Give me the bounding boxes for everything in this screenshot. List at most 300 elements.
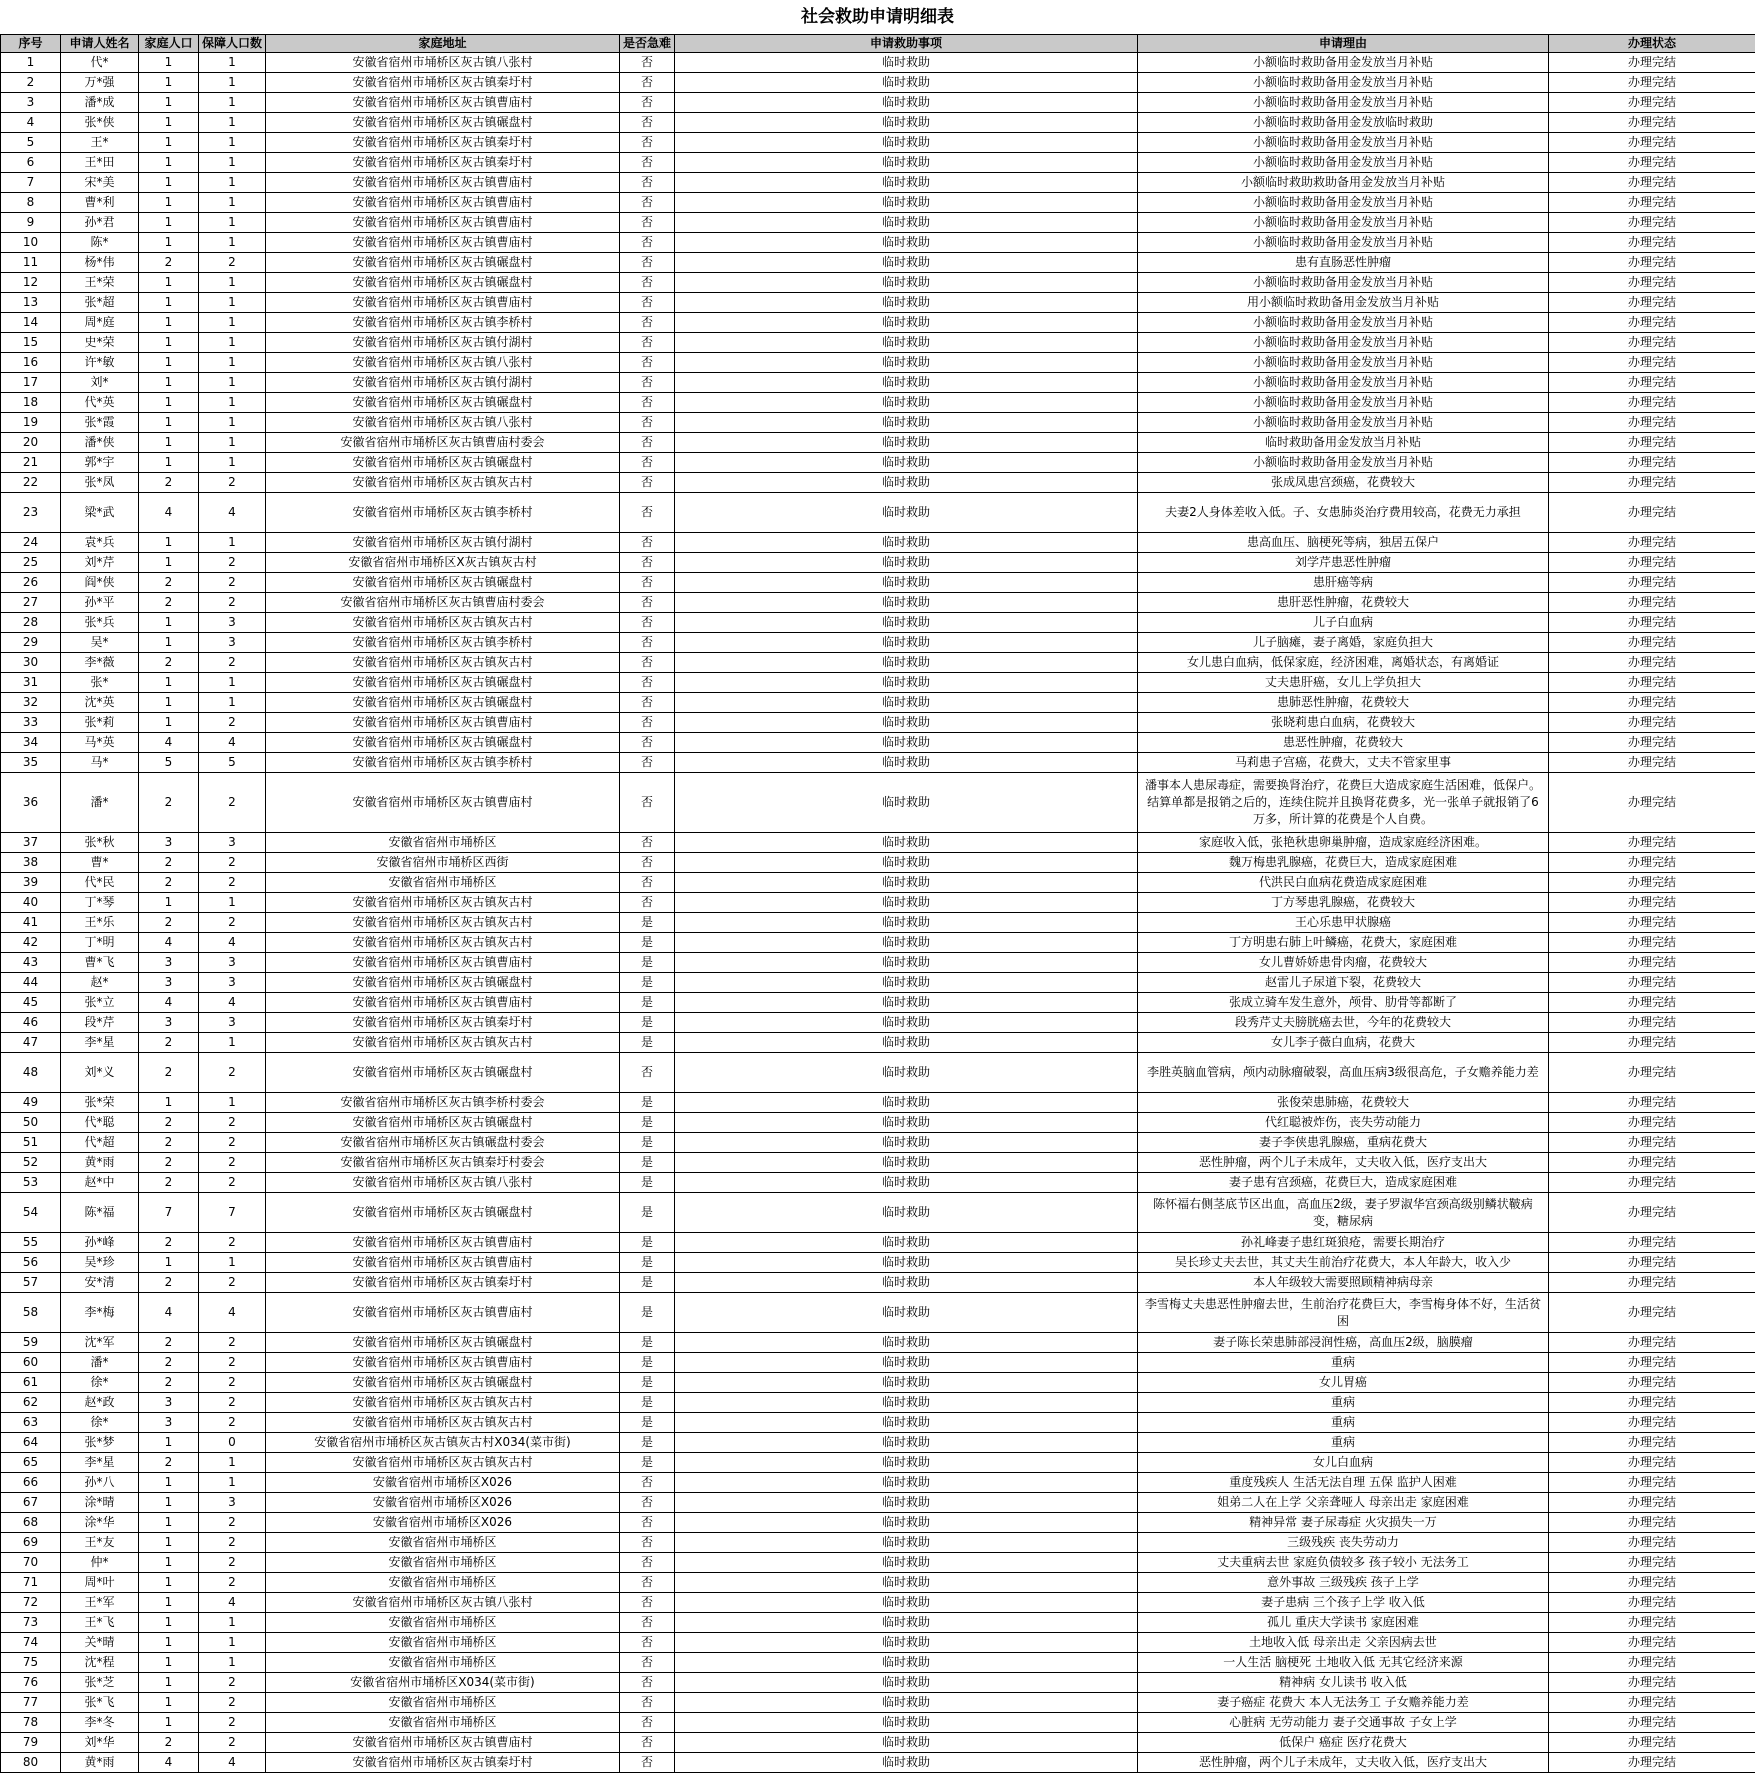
cell-col-reason[interactable]: 精神异常 妻子尿毒症 火灾损失一万 bbox=[1138, 1513, 1549, 1533]
cell-col-index[interactable]: 41 bbox=[1, 913, 61, 933]
cell-col-reason[interactable]: 女儿白血病 bbox=[1138, 1453, 1549, 1473]
cell-col-covered[interactable]: 1 bbox=[199, 893, 266, 913]
cell-col-status[interactable]: 办理完结 bbox=[1549, 433, 1755, 453]
cell-col-household[interactable]: 5 bbox=[139, 753, 199, 773]
cell-col-covered[interactable]: 2 bbox=[199, 853, 266, 873]
cell-col-index[interactable]: 46 bbox=[1, 1013, 61, 1033]
cell-col-reason[interactable]: 张成凤患宫颈癌，花费较大 bbox=[1138, 473, 1549, 493]
cell-col-emergency[interactable]: 否 bbox=[620, 1513, 675, 1533]
cell-col-household[interactable]: 1 bbox=[139, 1673, 199, 1693]
cell-col-address[interactable]: 安徽省宿州市埇桥区灰古镇碾盘村 bbox=[266, 1333, 620, 1353]
cell-col-covered[interactable]: 1 bbox=[199, 1653, 266, 1673]
cell-col-covered[interactable]: 2 bbox=[199, 1413, 266, 1433]
cell-col-status[interactable]: 办理完结 bbox=[1549, 453, 1755, 473]
cell-col-item[interactable]: 临时救助 bbox=[675, 893, 1138, 913]
cell-col-name[interactable]: 涂*华 bbox=[61, 1513, 139, 1533]
cell-col-index[interactable]: 70 bbox=[1, 1553, 61, 1573]
cell-col-emergency[interactable]: 是 bbox=[620, 1273, 675, 1293]
cell-col-reason[interactable]: 精神病 女儿读书 收入低 bbox=[1138, 1673, 1549, 1693]
cell-col-reason[interactable]: 代洪民白血病花费造成家庭困难 bbox=[1138, 873, 1549, 893]
cell-col-index[interactable]: 27 bbox=[1, 593, 61, 613]
cell-col-status[interactable]: 办理完结 bbox=[1549, 1133, 1755, 1153]
cell-col-address[interactable]: 安徽省宿州市埇桥区 bbox=[266, 1573, 620, 1593]
cell-col-status[interactable]: 办理完结 bbox=[1549, 1373, 1755, 1393]
cell-col-address[interactable]: 安徽省宿州市埇桥区灰古镇秦圩村 bbox=[266, 133, 620, 153]
cell-col-status[interactable]: 办理完结 bbox=[1549, 473, 1755, 493]
cell-col-address[interactable]: 安徽省宿州市埇桥区灰古镇碾盘村 bbox=[266, 1193, 620, 1233]
cell-col-reason[interactable]: 李胜英脑血管病，颅内动脉瘤破裂，高血压病3级很高危，子女赡养能力差 bbox=[1138, 1053, 1549, 1093]
cell-col-address[interactable]: 安徽省宿州市埇桥区灰古镇李桥村 bbox=[266, 753, 620, 773]
cell-col-household[interactable]: 4 bbox=[139, 493, 199, 533]
cell-col-name[interactable]: 王*飞 bbox=[61, 1613, 139, 1633]
cell-col-name[interactable]: 王*友 bbox=[61, 1533, 139, 1553]
cell-col-status[interactable]: 办理完结 bbox=[1549, 713, 1755, 733]
cell-col-name[interactable]: 陈*福 bbox=[61, 1193, 139, 1233]
cell-col-item[interactable]: 临时救助 bbox=[675, 653, 1138, 673]
cell-col-covered[interactable]: 2 bbox=[199, 593, 266, 613]
cell-col-status[interactable]: 办理完结 bbox=[1549, 1093, 1755, 1113]
cell-col-household[interactable]: 1 bbox=[139, 213, 199, 233]
cell-col-address[interactable]: 安徽省宿州市埇桥区灰古镇八张村 bbox=[266, 353, 620, 373]
cell-col-address[interactable]: 安徽省宿州市埇桥区灰古镇秦圩村 bbox=[266, 73, 620, 93]
cell-col-reason[interactable]: 重病 bbox=[1138, 1433, 1549, 1453]
cell-col-name[interactable]: 代*民 bbox=[61, 873, 139, 893]
cell-col-address[interactable]: 安徽省宿州市埇桥区灰古镇秦圩村 bbox=[266, 153, 620, 173]
cell-col-household[interactable]: 1 bbox=[139, 373, 199, 393]
cell-col-status[interactable]: 办理完结 bbox=[1549, 133, 1755, 153]
cell-col-status[interactable]: 办理完结 bbox=[1549, 733, 1755, 753]
cell-col-reason[interactable]: 患肝恶性肿瘤，花费较大 bbox=[1138, 593, 1549, 613]
cell-col-emergency[interactable]: 否 bbox=[620, 1653, 675, 1673]
cell-col-index[interactable]: 17 bbox=[1, 373, 61, 393]
cell-col-emergency[interactable]: 是 bbox=[620, 1193, 675, 1233]
cell-col-status[interactable]: 办理完结 bbox=[1549, 933, 1755, 953]
cell-col-covered[interactable]: 1 bbox=[199, 1253, 266, 1273]
cell-col-address[interactable]: 安徽省宿州市埇桥区灰古镇灰古村 bbox=[266, 1453, 620, 1473]
cell-col-item[interactable]: 临时救助 bbox=[675, 913, 1138, 933]
cell-col-household[interactable]: 2 bbox=[139, 1453, 199, 1473]
cell-col-status[interactable]: 办理完结 bbox=[1549, 1453, 1755, 1473]
cell-col-index[interactable]: 67 bbox=[1, 1493, 61, 1513]
cell-col-address[interactable]: 安徽省宿州市埇桥区灰古镇灰古村 bbox=[266, 613, 620, 633]
cell-col-address[interactable]: 安徽省宿州市埇桥区灰古镇灰古村 bbox=[266, 913, 620, 933]
cell-col-emergency[interactable]: 否 bbox=[620, 293, 675, 313]
cell-col-index[interactable]: 45 bbox=[1, 993, 61, 1013]
cell-col-name[interactable]: 张*凤 bbox=[61, 473, 139, 493]
cell-col-address[interactable]: 安徽省宿州市埇桥区灰古镇曹庙村 bbox=[266, 1353, 620, 1373]
cell-col-name[interactable]: 沈*程 bbox=[61, 1653, 139, 1673]
cell-col-item[interactable]: 临时救助 bbox=[675, 873, 1138, 893]
cell-col-address[interactable]: 安徽省宿州市埇桥区灰古镇八张村 bbox=[266, 1593, 620, 1613]
cell-col-item[interactable]: 临时救助 bbox=[675, 1053, 1138, 1093]
cell-col-index[interactable]: 74 bbox=[1, 1633, 61, 1653]
cell-col-covered[interactable]: 1 bbox=[199, 1633, 266, 1653]
cell-col-reason[interactable]: 重病 bbox=[1138, 1413, 1549, 1433]
cell-col-address[interactable]: 安徽省宿州市埇桥区X026 bbox=[266, 1513, 620, 1533]
cell-col-household[interactable]: 2 bbox=[139, 1733, 199, 1753]
cell-col-item[interactable]: 临时救助 bbox=[675, 153, 1138, 173]
cell-col-name[interactable]: 周*庭 bbox=[61, 313, 139, 333]
cell-col-emergency[interactable]: 否 bbox=[620, 553, 675, 573]
cell-col-item[interactable]: 临时救助 bbox=[675, 833, 1138, 853]
cell-col-item[interactable]: 临时救助 bbox=[675, 1573, 1138, 1593]
cell-col-index[interactable]: 36 bbox=[1, 773, 61, 833]
cell-col-reason[interactable]: 小额临时救助备用金发放当月补贴 bbox=[1138, 393, 1549, 413]
cell-col-name[interactable]: 曹*飞 bbox=[61, 953, 139, 973]
cell-col-index[interactable]: 64 bbox=[1, 1433, 61, 1453]
cell-col-emergency[interactable]: 是 bbox=[620, 1453, 675, 1473]
cell-col-emergency[interactable]: 否 bbox=[620, 333, 675, 353]
cell-col-covered[interactable]: 2 bbox=[199, 1273, 266, 1293]
cell-col-name[interactable]: 代*英 bbox=[61, 393, 139, 413]
cell-col-covered[interactable]: 1 bbox=[199, 1093, 266, 1113]
cell-col-covered[interactable]: 1 bbox=[199, 153, 266, 173]
cell-col-covered[interactable]: 1 bbox=[199, 353, 266, 373]
cell-col-index[interactable]: 65 bbox=[1, 1453, 61, 1473]
cell-col-status[interactable]: 办理完结 bbox=[1549, 1193, 1755, 1233]
cell-col-address[interactable]: 安徽省宿州市埇桥区灰古镇李桥村 bbox=[266, 633, 620, 653]
cell-col-status[interactable]: 办理完结 bbox=[1549, 573, 1755, 593]
cell-col-household[interactable]: 4 bbox=[139, 1293, 199, 1333]
cell-col-household[interactable]: 3 bbox=[139, 1013, 199, 1033]
cell-col-index[interactable]: 26 bbox=[1, 573, 61, 593]
cell-col-household[interactable]: 1 bbox=[139, 173, 199, 193]
cell-col-emergency[interactable]: 否 bbox=[620, 1633, 675, 1653]
cell-col-address[interactable]: 安徽省宿州市埇桥区灰古镇碾盘村委会 bbox=[266, 1133, 620, 1153]
cell-col-household[interactable]: 2 bbox=[139, 653, 199, 673]
cell-col-emergency[interactable]: 否 bbox=[620, 673, 675, 693]
cell-col-address[interactable]: 安徽省宿州市埇桥区灰古镇李桥村委会 bbox=[266, 1093, 620, 1113]
cell-col-covered[interactable]: 3 bbox=[199, 833, 266, 853]
cell-col-covered[interactable]: 3 bbox=[199, 953, 266, 973]
cell-col-household[interactable]: 1 bbox=[139, 53, 199, 73]
cell-col-name[interactable]: 潘*成 bbox=[61, 93, 139, 113]
cell-col-name[interactable]: 曹*利 bbox=[61, 193, 139, 213]
cell-col-name[interactable]: 安*清 bbox=[61, 1273, 139, 1293]
cell-col-name[interactable]: 李*薇 bbox=[61, 653, 139, 673]
cell-col-status[interactable]: 办理完结 bbox=[1549, 1173, 1755, 1193]
cell-col-emergency[interactable]: 是 bbox=[620, 1033, 675, 1053]
cell-col-status[interactable]: 办理完结 bbox=[1549, 1593, 1755, 1613]
cell-col-index[interactable]: 31 bbox=[1, 673, 61, 693]
cell-col-covered[interactable]: 2 bbox=[199, 1573, 266, 1593]
cell-col-item[interactable]: 临时救助 bbox=[675, 733, 1138, 753]
cell-col-name[interactable]: 丁*明 bbox=[61, 933, 139, 953]
cell-col-covered[interactable]: 2 bbox=[199, 1173, 266, 1193]
cell-col-address[interactable]: 安徽省宿州市埇桥区灰古镇付湖村 bbox=[266, 373, 620, 393]
cell-col-household[interactable]: 1 bbox=[139, 273, 199, 293]
cell-col-emergency[interactable]: 是 bbox=[620, 1393, 675, 1413]
cell-col-item[interactable]: 临时救助 bbox=[675, 1033, 1138, 1053]
cell-col-reason[interactable]: 小额临时救助备用金发放当月补贴 bbox=[1138, 373, 1549, 393]
cell-col-reason[interactable]: 患高血压、脑梗死等病，独居五保户 bbox=[1138, 533, 1549, 553]
cell-col-covered[interactable]: 2 bbox=[199, 1353, 266, 1373]
cell-col-household[interactable]: 3 bbox=[139, 1393, 199, 1413]
cell-col-status[interactable]: 办理完结 bbox=[1549, 613, 1755, 633]
cell-col-index[interactable]: 54 bbox=[1, 1193, 61, 1233]
cell-col-item[interactable]: 临时救助 bbox=[675, 1473, 1138, 1493]
cell-col-status[interactable]: 办理完结 bbox=[1549, 333, 1755, 353]
cell-col-status[interactable]: 办理完结 bbox=[1549, 893, 1755, 913]
cell-col-household[interactable]: 1 bbox=[139, 1493, 199, 1513]
cell-col-item[interactable]: 临时救助 bbox=[675, 1233, 1138, 1253]
cell-col-address[interactable]: 安徽省宿州市埇桥区灰古镇八张村 bbox=[266, 1173, 620, 1193]
cell-col-covered[interactable]: 1 bbox=[199, 1033, 266, 1053]
cell-col-status[interactable]: 办理完结 bbox=[1549, 1713, 1755, 1733]
cell-col-address[interactable]: 安徽省宿州市埇桥区 bbox=[266, 1713, 620, 1733]
cell-col-household[interactable]: 2 bbox=[139, 873, 199, 893]
cell-col-emergency[interactable]: 否 bbox=[620, 853, 675, 873]
cell-col-emergency[interactable]: 否 bbox=[620, 73, 675, 93]
cell-col-item[interactable]: 临时救助 bbox=[675, 1713, 1138, 1733]
cell-col-index[interactable]: 48 bbox=[1, 1053, 61, 1093]
cell-col-address[interactable]: 安徽省宿州市埇桥区灰古镇曹庙村 bbox=[266, 713, 620, 733]
cell-col-status[interactable]: 办理完结 bbox=[1549, 293, 1755, 313]
cell-col-reason[interactable]: 本人年级较大需要照顾精神病母亲 bbox=[1138, 1273, 1549, 1293]
cell-col-index[interactable]: 73 bbox=[1, 1613, 61, 1633]
cell-col-reason[interactable]: 姐弟二人在上学 父亲聋哑人 母亲出走 家庭困难 bbox=[1138, 1493, 1549, 1513]
cell-col-status[interactable]: 办理完结 bbox=[1549, 1053, 1755, 1093]
cell-col-name[interactable]: 周*叶 bbox=[61, 1573, 139, 1593]
cell-col-household[interactable]: 1 bbox=[139, 1473, 199, 1493]
cell-col-item[interactable]: 临时救助 bbox=[675, 1433, 1138, 1453]
cell-col-name[interactable]: 王* bbox=[61, 133, 139, 153]
cell-col-address[interactable]: 安徽省宿州市埇桥区灰古镇付湖村 bbox=[266, 533, 620, 553]
cell-col-household[interactable]: 1 bbox=[139, 1653, 199, 1673]
cell-col-address[interactable]: 安徽省宿州市埇桥区灰古镇曹庙村 bbox=[266, 1233, 620, 1253]
cell-col-address[interactable]: 安徽省宿州市埇桥区 bbox=[266, 833, 620, 853]
cell-col-emergency[interactable]: 否 bbox=[620, 273, 675, 293]
cell-col-household[interactable]: 1 bbox=[139, 673, 199, 693]
cell-col-address[interactable]: 安徽省宿州市埇桥区灰古镇碾盘村 bbox=[266, 693, 620, 713]
cell-col-name[interactable]: 代* bbox=[61, 53, 139, 73]
cell-col-address[interactable]: 安徽省宿州市埇桥区灰古镇碾盘村 bbox=[266, 393, 620, 413]
cell-col-covered[interactable]: 1 bbox=[199, 533, 266, 553]
cell-col-status[interactable]: 办理完结 bbox=[1549, 633, 1755, 653]
cell-col-emergency[interactable]: 否 bbox=[620, 433, 675, 453]
cell-col-address[interactable]: 安徽省宿州市埇桥区 bbox=[266, 1533, 620, 1553]
cell-col-reason[interactable]: 妻子患病 三个孩子上学 收入低 bbox=[1138, 1593, 1549, 1613]
cell-col-emergency[interactable]: 否 bbox=[620, 493, 675, 533]
cell-col-status[interactable]: 办理完结 bbox=[1549, 93, 1755, 113]
cell-col-household[interactable]: 1 bbox=[139, 413, 199, 433]
cell-col-status[interactable]: 办理完结 bbox=[1549, 653, 1755, 673]
cell-col-status[interactable]: 办理完结 bbox=[1549, 1533, 1755, 1553]
cell-col-status[interactable]: 办理完结 bbox=[1549, 833, 1755, 853]
cell-col-household[interactable]: 2 bbox=[139, 1233, 199, 1253]
cell-col-item[interactable]: 临时救助 bbox=[675, 133, 1138, 153]
cell-col-address[interactable]: 安徽省宿州市埇桥区灰古镇碾盘村 bbox=[266, 273, 620, 293]
cell-col-item[interactable]: 临时救助 bbox=[675, 613, 1138, 633]
cell-col-reason[interactable]: 丈夫患肝癌，女儿上学负担大 bbox=[1138, 673, 1549, 693]
cell-col-status[interactable]: 办理完结 bbox=[1549, 1613, 1755, 1633]
cell-col-address[interactable]: 安徽省宿州市埇桥区灰古镇灰古村 bbox=[266, 933, 620, 953]
cell-col-reason[interactable]: 魏万梅患乳腺癌，花费巨大，造成家庭困难 bbox=[1138, 853, 1549, 873]
cell-col-reason[interactable]: 恶性肿瘤，两个儿子未成年，丈夫收入低，医疗支出大 bbox=[1138, 1753, 1549, 1773]
cell-col-address[interactable]: 安徽省宿州市埇桥区灰古镇碾盘村 bbox=[266, 113, 620, 133]
cell-col-covered[interactable]: 1 bbox=[199, 693, 266, 713]
cell-col-name[interactable]: 赵* bbox=[61, 973, 139, 993]
cell-col-emergency[interactable]: 是 bbox=[620, 1233, 675, 1253]
cell-col-household[interactable]: 1 bbox=[139, 353, 199, 373]
cell-col-item[interactable]: 临时救助 bbox=[675, 633, 1138, 653]
cell-col-reason[interactable]: 患肝癌等病 bbox=[1138, 573, 1549, 593]
cell-col-address[interactable]: 安徽省宿州市埇桥区灰古镇曹庙村 bbox=[266, 993, 620, 1013]
cell-col-address[interactable]: 安徽省宿州市埇桥区灰古镇曹庙村 bbox=[266, 293, 620, 313]
cell-col-address[interactable]: 安徽省宿州市埇桥区灰古镇碾盘村 bbox=[266, 733, 620, 753]
cell-col-household[interactable]: 2 bbox=[139, 1133, 199, 1153]
cell-col-emergency[interactable]: 否 bbox=[620, 53, 675, 73]
cell-col-index[interactable]: 29 bbox=[1, 633, 61, 653]
cell-col-household[interactable]: 1 bbox=[139, 393, 199, 413]
cell-col-index[interactable]: 43 bbox=[1, 953, 61, 973]
cell-col-item[interactable]: 临时救助 bbox=[675, 1593, 1138, 1613]
cell-col-emergency[interactable]: 否 bbox=[620, 93, 675, 113]
cell-col-household[interactable]: 3 bbox=[139, 953, 199, 973]
cell-col-household[interactable]: 1 bbox=[139, 233, 199, 253]
cell-col-covered[interactable]: 1 bbox=[199, 113, 266, 133]
cell-col-index[interactable]: 37 bbox=[1, 833, 61, 853]
cell-col-item[interactable]: 临时救助 bbox=[675, 233, 1138, 253]
cell-col-address[interactable]: 安徽省宿州市埇桥区X026 bbox=[266, 1493, 620, 1513]
cell-col-reason[interactable]: 用小额临时救助备用金发放当月补贴 bbox=[1138, 293, 1549, 313]
cell-col-index[interactable]: 38 bbox=[1, 853, 61, 873]
cell-col-item[interactable]: 临时救助 bbox=[675, 273, 1138, 293]
cell-col-household[interactable]: 2 bbox=[139, 1033, 199, 1053]
cell-col-item[interactable]: 临时救助 bbox=[675, 753, 1138, 773]
cell-col-name[interactable]: 赵*政 bbox=[61, 1393, 139, 1413]
cell-col-covered[interactable]: 1 bbox=[199, 453, 266, 473]
cell-col-item[interactable]: 临时救助 bbox=[675, 1753, 1138, 1773]
cell-col-name[interactable]: 丁*琴 bbox=[61, 893, 139, 913]
cell-col-address[interactable]: 安徽省宿州市埇桥区 bbox=[266, 1653, 620, 1673]
cell-col-covered[interactable]: 1 bbox=[199, 73, 266, 93]
cell-col-household[interactable]: 4 bbox=[139, 933, 199, 953]
cell-col-item[interactable]: 临时救助 bbox=[675, 413, 1138, 433]
cell-col-reason[interactable]: 妻子患有宫颈癌，花费巨大，造成家庭困难 bbox=[1138, 1173, 1549, 1193]
cell-col-emergency[interactable]: 否 bbox=[620, 373, 675, 393]
cell-col-address[interactable]: 安徽省宿州市埇桥区灰古镇八张村 bbox=[266, 53, 620, 73]
cell-col-index[interactable]: 80 bbox=[1, 1753, 61, 1773]
cell-col-household[interactable]: 2 bbox=[139, 1173, 199, 1193]
cell-col-covered[interactable]: 2 bbox=[199, 1113, 266, 1133]
cell-col-index[interactable]: 55 bbox=[1, 1233, 61, 1253]
cell-col-household[interactable]: 1 bbox=[139, 1253, 199, 1273]
cell-col-name[interactable]: 孙*峰 bbox=[61, 1233, 139, 1253]
cell-col-covered[interactable]: 2 bbox=[199, 1533, 266, 1553]
cell-col-index[interactable]: 66 bbox=[1, 1473, 61, 1493]
cell-col-address[interactable]: 安徽省宿州市埇桥区X灰古镇灰古村 bbox=[266, 553, 620, 573]
cell-col-reason[interactable]: 孤儿 重庆大学读书 家庭困难 bbox=[1138, 1613, 1549, 1633]
cell-col-reason[interactable]: 小额临时救助备用金发放当月补贴 bbox=[1138, 193, 1549, 213]
cell-col-household[interactable]: 1 bbox=[139, 553, 199, 573]
cell-col-emergency[interactable]: 否 bbox=[620, 653, 675, 673]
cell-col-status[interactable]: 办理完结 bbox=[1549, 1033, 1755, 1053]
cell-col-address[interactable]: 安徽省宿州市埇桥区灰古镇曹庙村委会 bbox=[266, 593, 620, 613]
cell-col-emergency[interactable]: 是 bbox=[620, 1373, 675, 1393]
cell-col-reason[interactable]: 潘事本人患尿毒症，需要换肾治疗，花费巨大造成家庭生活困难，低保户。结算单都是报销之后的，连续住院并且换肾花费多，光一张单子就报销了6万多，所计算的花费是个人自费。 bbox=[1138, 773, 1549, 833]
cell-col-name[interactable]: 沈*英 bbox=[61, 693, 139, 713]
cell-col-item[interactable]: 临时救助 bbox=[675, 1113, 1138, 1133]
cell-col-status[interactable]: 办理完结 bbox=[1549, 753, 1755, 773]
cell-col-index[interactable]: 57 bbox=[1, 1273, 61, 1293]
cell-col-status[interactable]: 办理完结 bbox=[1549, 1393, 1755, 1413]
cell-col-index[interactable]: 7 bbox=[1, 173, 61, 193]
cell-col-item[interactable]: 临时救助 bbox=[675, 533, 1138, 553]
cell-col-status[interactable]: 办理完结 bbox=[1549, 553, 1755, 573]
cell-col-reason[interactable]: 小额临时救助备用金发放当月补贴 bbox=[1138, 313, 1549, 333]
cell-col-household[interactable]: 1 bbox=[139, 1613, 199, 1633]
cell-col-index[interactable]: 59 bbox=[1, 1333, 61, 1353]
cell-col-emergency[interactable]: 否 bbox=[620, 353, 675, 373]
cell-col-reason[interactable]: 心脏病 无劳动能力 妻子交通事故 子女上学 bbox=[1138, 1713, 1549, 1733]
cell-col-name[interactable]: 马*英 bbox=[61, 733, 139, 753]
cell-col-item[interactable]: 临时救助 bbox=[675, 1173, 1138, 1193]
cell-col-emergency[interactable]: 是 bbox=[620, 1353, 675, 1373]
cell-col-index[interactable]: 69 bbox=[1, 1533, 61, 1553]
cell-col-household[interactable]: 1 bbox=[139, 1093, 199, 1113]
cell-col-emergency[interactable]: 是 bbox=[620, 1433, 675, 1453]
cell-col-item[interactable]: 临时救助 bbox=[675, 993, 1138, 1013]
cell-col-index[interactable]: 61 bbox=[1, 1373, 61, 1393]
cell-col-item[interactable]: 临时救助 bbox=[675, 393, 1138, 413]
cell-col-household[interactable]: 2 bbox=[139, 473, 199, 493]
cell-col-address[interactable]: 安徽省宿州市埇桥区灰古镇灰古村 bbox=[266, 1033, 620, 1053]
cell-col-status[interactable]: 办理完结 bbox=[1549, 373, 1755, 393]
cell-col-household[interactable]: 1 bbox=[139, 333, 199, 353]
cell-col-household[interactable]: 4 bbox=[139, 993, 199, 1013]
cell-col-reason[interactable]: 女儿李子薇白血病，花费大 bbox=[1138, 1033, 1549, 1053]
cell-col-name[interactable]: 刘*义 bbox=[61, 1053, 139, 1093]
cell-col-reason[interactable]: 小额临时救助备用金发放当月补贴 bbox=[1138, 333, 1549, 353]
cell-col-name[interactable]: 段*芹 bbox=[61, 1013, 139, 1033]
cell-col-emergency[interactable]: 否 bbox=[620, 233, 675, 253]
cell-col-reason[interactable]: 妻子李侠患乳腺癌，重病花费大 bbox=[1138, 1133, 1549, 1153]
cell-col-reason[interactable]: 土地收入低 母亲出走 父亲因病去世 bbox=[1138, 1633, 1549, 1653]
cell-col-emergency[interactable]: 否 bbox=[620, 1673, 675, 1693]
cell-col-item[interactable]: 临时救助 bbox=[675, 1413, 1138, 1433]
cell-col-name[interactable]: 张*霞 bbox=[61, 413, 139, 433]
cell-col-emergency[interactable]: 否 bbox=[620, 633, 675, 653]
cell-col-covered[interactable]: 4 bbox=[199, 733, 266, 753]
cell-col-covered[interactable]: 2 bbox=[199, 473, 266, 493]
cell-col-address[interactable]: 安徽省宿州市埇桥区西街 bbox=[266, 853, 620, 873]
cell-col-item[interactable]: 临时救助 bbox=[675, 1153, 1138, 1173]
cell-col-emergency[interactable]: 否 bbox=[620, 733, 675, 753]
cell-col-name[interactable]: 黄*雨 bbox=[61, 1753, 139, 1773]
cell-col-emergency[interactable]: 是 bbox=[620, 933, 675, 953]
cell-col-emergency[interactable]: 否 bbox=[620, 753, 675, 773]
cell-col-name[interactable]: 袁*兵 bbox=[61, 533, 139, 553]
cell-col-name[interactable]: 张*梦 bbox=[61, 1433, 139, 1453]
cell-col-emergency[interactable]: 否 bbox=[620, 173, 675, 193]
cell-col-emergency[interactable]: 是 bbox=[620, 1093, 675, 1113]
cell-col-index[interactable]: 78 bbox=[1, 1713, 61, 1733]
cell-col-emergency[interactable]: 是 bbox=[620, 993, 675, 1013]
cell-col-household[interactable]: 1 bbox=[139, 1713, 199, 1733]
cell-col-reason[interactable]: 代红聪被炸伤，丧失劳动能力 bbox=[1138, 1113, 1549, 1133]
cell-col-name[interactable]: 张*兵 bbox=[61, 613, 139, 633]
cell-col-household[interactable]: 1 bbox=[139, 1553, 199, 1573]
cell-col-address[interactable]: 安徽省宿州市埇桥区灰古镇秦圩村 bbox=[266, 1273, 620, 1293]
cell-col-index[interactable]: 9 bbox=[1, 213, 61, 233]
cell-col-index[interactable]: 71 bbox=[1, 1573, 61, 1593]
cell-col-reason[interactable]: 重度残疾人 生活无法自理 五保 监护人困难 bbox=[1138, 1473, 1549, 1493]
cell-col-covered[interactable]: 3 bbox=[199, 633, 266, 653]
cell-col-item[interactable]: 临时救助 bbox=[675, 473, 1138, 493]
cell-col-emergency[interactable]: 否 bbox=[620, 1693, 675, 1713]
cell-col-name[interactable]: 张*立 bbox=[61, 993, 139, 1013]
